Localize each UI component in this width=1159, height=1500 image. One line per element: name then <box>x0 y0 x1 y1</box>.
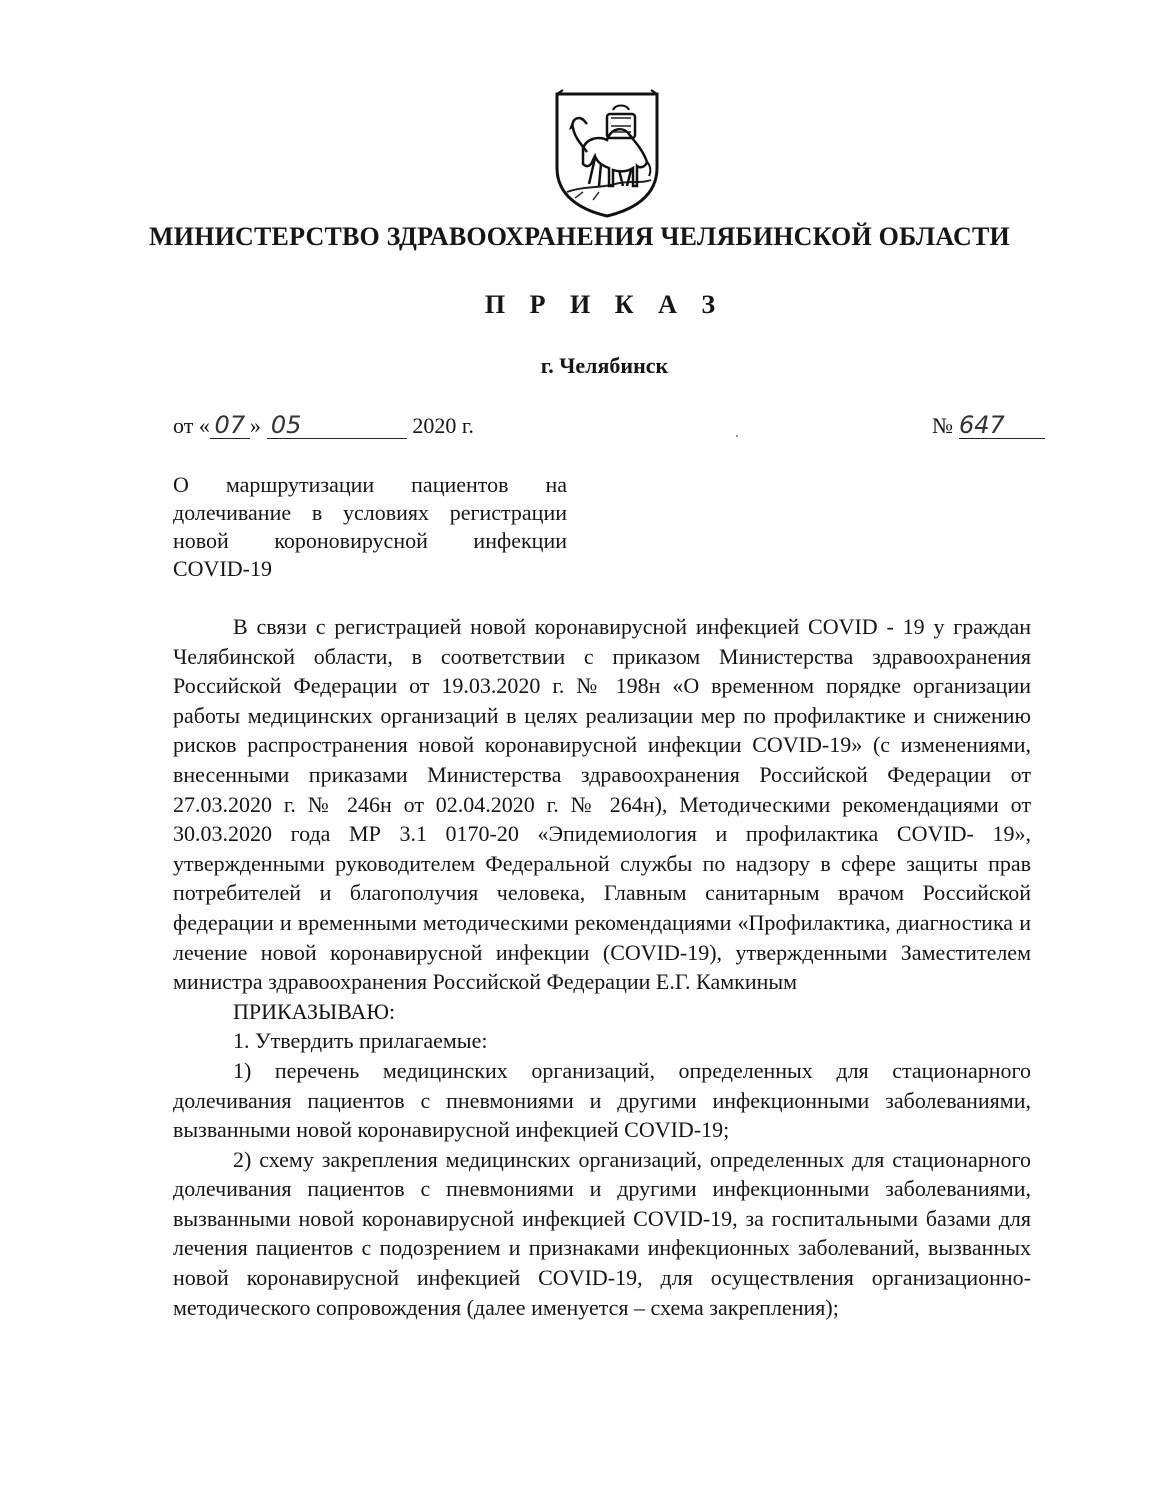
order-body <box>173 612 1031 1322</box>
scan-speck <box>736 435 738 437</box>
order-date <box>173 412 474 439</box>
number-label: № <box>932 413 953 438</box>
date-prefix: от « <box>173 413 210 438</box>
order-number <box>932 412 1045 439</box>
number-value: 647 <box>959 412 1045 439</box>
date-day: 07 <box>210 412 250 439</box>
order-subject: О маршрутизации пациентов на долечивание в условиях регистрации новой короновирусной инфекции COVID-19 <box>173 472 567 581</box>
item-1: 1. Утвердить прилагаемые: <box>233 1028 488 1054</box>
coat-of-arms-icon <box>553 88 661 220</box>
date-month: 05 <box>267 412 407 439</box>
date-quote-close: » <box>249 413 261 438</box>
item-1-2: 2) схему закрепления медицинских организаций, определенных для стационарного долечивания пациентов с пневмониями и другими инфекционными заболеваниями, вызванными новой коронавирусной инфекцией COVID-19, за госпитальными базами для лечения пациентов с подозрением и признаками инфекционных заболеваний, вызванных новой коронавирусной инфекцией COVID-19, для осуществления организационно-методического сопровождения (далее именуется – схема закрепления); <box>173 1146 1031 1320</box>
city: г. Челябинск <box>540 353 669 378</box>
item-1-1: 1) перечень медицинских организаций, определенных для стационарного долечивания пациентов с пневмониями и другими инфекционными заболеваниями, вызванными новой коронавирусной инфекцией COVID-19; <box>173 1057 1031 1143</box>
ministry-name: МИНИСТЕРСТВО ЗДРАВООХРАНЕНИЯ ЧЕЛЯБИНСКОЙ ОБЛАСТИ <box>149 222 1010 251</box>
order-title: П Р И К А З <box>484 290 725 319</box>
preamble-paragraph: В связи с регистрацией новой коронавирусной инфекцией COVID - 19 у граждан Челябинской области, в соответствии с приказом Министерства здравоохранения Российской Федерации от 19.03.2020 г. № 198н «О временном порядке организации работы медицинских организаций в целях реализации мер по профилактике и снижению рисков распространения новой коронавирусной инфекции COVID-19» (с изменениями, внесенными приказами Министерства здравоохранения Российской Федерации от 27.03.2020 г. № 246н от 02.04.2020 г. № 264н), Методическими рекомендациями от 30.03.2020 года МР 3.1 0170-20 «Эпидемиология и профилактика COVID- 19», утвержденными руководителем Федеральной службы по надзору в сфере защиты прав потребителей и благополучия человека, Главным санитарным врачом Российской федерации и временными методическими рекомендациями «Профилактика, диагностика и лечение новой коронавирусной инфекции (COVID-19), утвержденными Заместителем министра здравоохранения Российской Федерации Е.Г. Камкиным <box>173 614 1031 995</box>
order-word: ПРИКАЗЫВАЮ: <box>233 998 396 1024</box>
date-year: 2020 г. <box>412 413 474 438</box>
